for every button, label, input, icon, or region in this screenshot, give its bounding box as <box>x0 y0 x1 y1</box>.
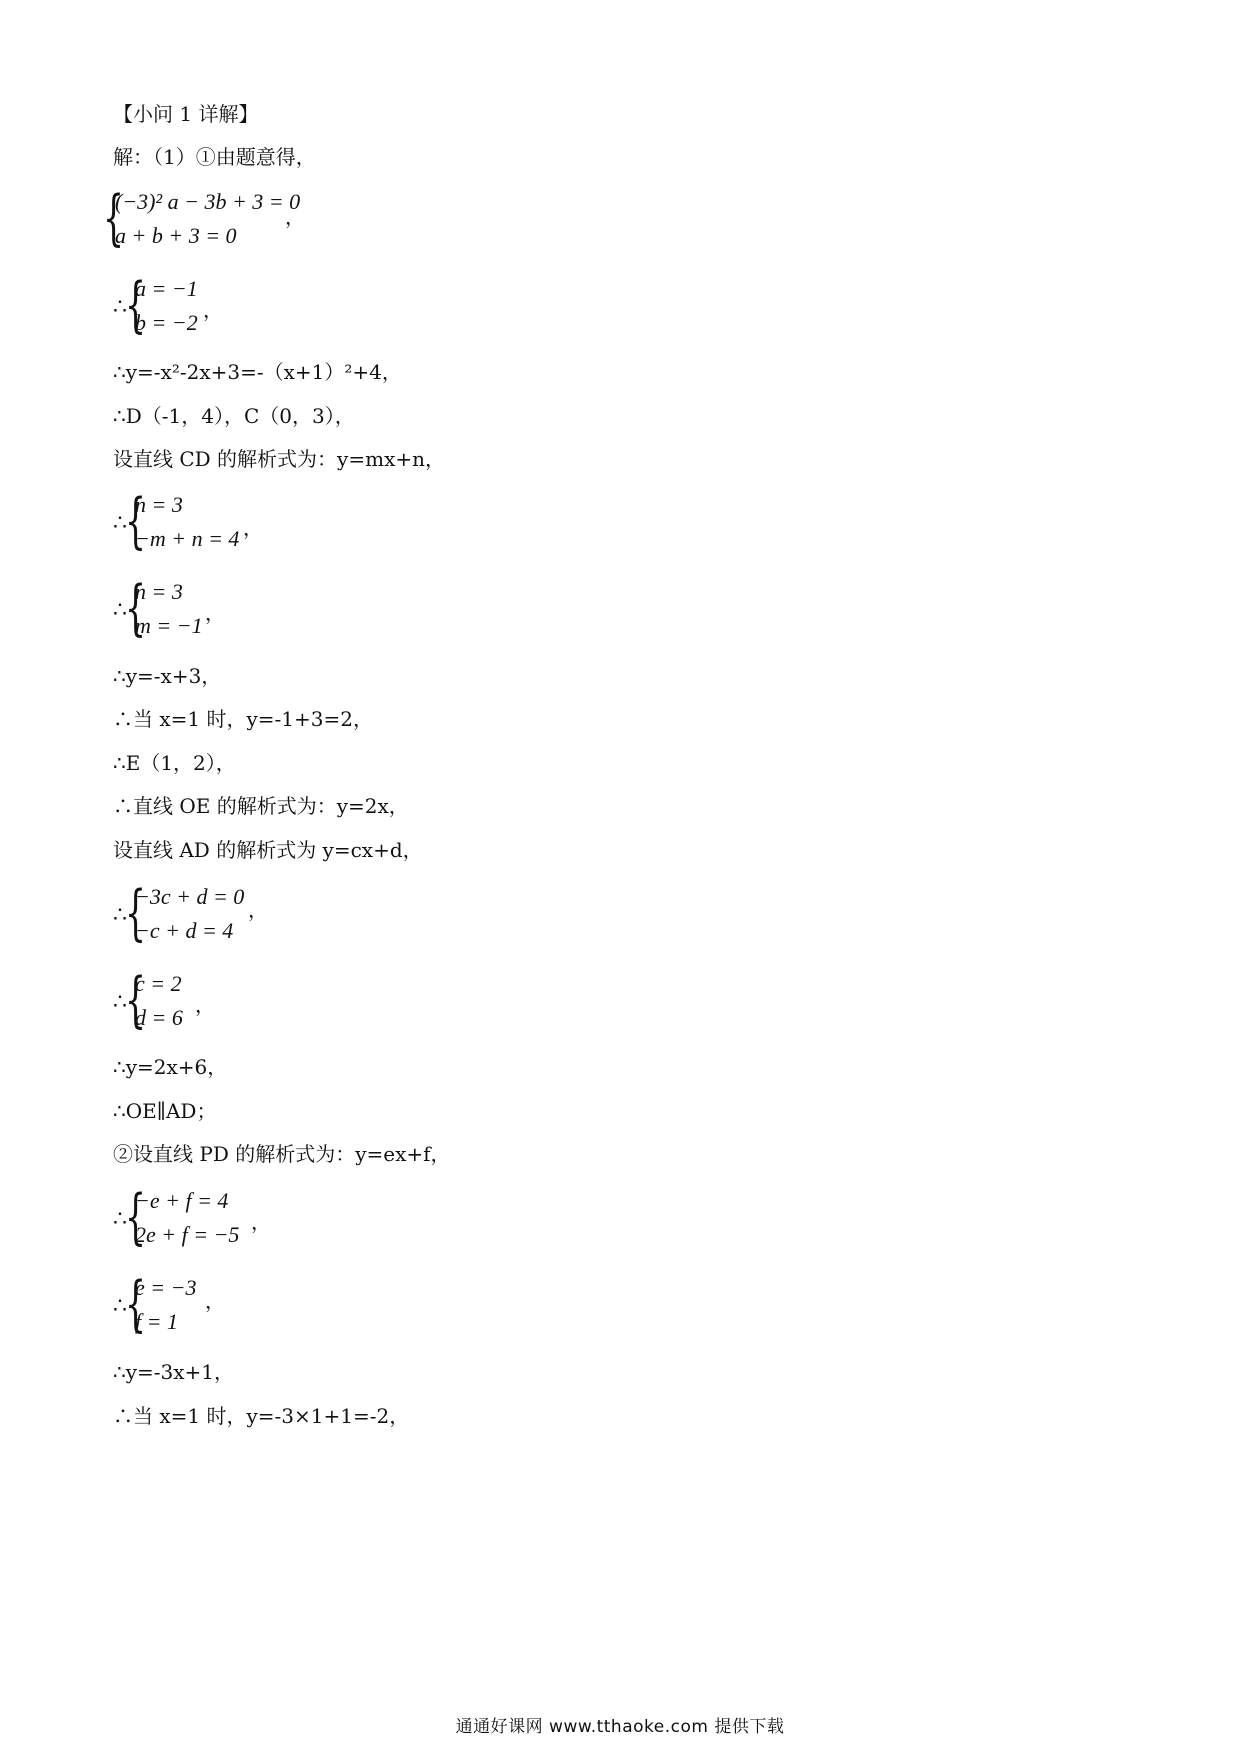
equation-line-9: ∴y=2x+6， <box>113 1055 228 1079</box>
system-6-row-2: d = 6 <box>135 1005 183 1030</box>
therefore-symbol: ∴ <box>113 990 127 1015</box>
system-4-row-2: m = −1 <box>135 613 203 638</box>
equation-line-8: 设直线 AD 的解析式为 y=cx+d， <box>113 838 423 862</box>
equation-line-10: ∴OE∥AD； <box>113 1099 217 1123</box>
system-2-row-1: a = −1 <box>135 276 198 301</box>
left-brace: { <box>103 183 125 253</box>
system-5-row-2: −c + d = 4 <box>135 918 234 943</box>
equation-line-11: ②设直线 PD 的解析式为：y=ex+f， <box>113 1142 451 1166</box>
comma: ， <box>203 298 223 322</box>
comma: ， <box>195 993 215 1017</box>
equation-line-3: 设直线 CD 的解析式为：y=mx+n， <box>113 447 445 471</box>
left-brace: { <box>125 573 147 643</box>
therefore-symbol: ∴ <box>113 1294 127 1319</box>
system-8-row-2: f = 1 <box>135 1309 178 1334</box>
system-3-row-2: −m + n = 4 <box>135 526 240 551</box>
equation-line-4: ∴y=-x+3， <box>113 664 222 688</box>
equation-line-1: ∴y=-x²-2x+3=-（x+1）²+4， <box>113 360 402 384</box>
equation-line-7: ∴直线 OE 的解析式为：y=2x， <box>113 794 409 818</box>
comma: ， <box>205 1289 225 1313</box>
system-1-row-1: (−3)² a − 3b + 3 = 0 <box>115 189 301 214</box>
page-footer: 通通好课网 www.tthaoke.com 提供下载 <box>455 1717 785 1737</box>
left-brace: { <box>125 878 147 948</box>
comma: ， <box>285 205 305 229</box>
left-brace: { <box>125 486 147 556</box>
system-3-row-1: n = 3 <box>135 492 183 517</box>
comma: ， <box>248 898 268 922</box>
system-7-row-1: −e + f = 4 <box>135 1188 229 1213</box>
comma: ， <box>251 1210 271 1234</box>
system-7-row-2: 2e + f = −5 <box>135 1222 240 1247</box>
system-1-row-2: a + b + 3 = 0 <box>115 223 237 248</box>
equation-line-5: ∴当 x=1 时，y=-1+3=2， <box>113 707 373 731</box>
equation-line-13: ∴当 x=1 时，y=-3×1+1=-2， <box>113 1404 410 1428</box>
system-8-row-1: e = −3 <box>135 1275 197 1300</box>
solution-intro: 解：（1）①由题意得， <box>113 145 316 169</box>
comma: ， <box>205 601 225 625</box>
left-brace: { <box>125 1269 147 1339</box>
therefore-symbol: ∴ <box>113 295 127 320</box>
left-brace: { <box>125 270 147 340</box>
therefore-symbol: ∴ <box>113 511 127 536</box>
therefore-symbol: ∴ <box>113 598 127 623</box>
system-5-row-1: −3c + d = 0 <box>135 884 245 909</box>
therefore-symbol: ∴ <box>113 903 127 928</box>
system-2-row-2: b = −2 <box>135 310 198 335</box>
therefore-symbol: ∴ <box>113 1207 127 1232</box>
left-brace: { <box>125 1182 147 1252</box>
equation-line-12: ∴y=-3x+1， <box>113 1360 235 1384</box>
equation-line-6: ∴E（1，2）， <box>113 751 236 775</box>
left-brace: { <box>125 965 147 1035</box>
system-6-row-1: c = 2 <box>135 971 182 996</box>
comma: ， <box>243 516 263 540</box>
equation-line-2: ∴D（-1，4），C（0，3）， <box>113 404 355 428</box>
system-4-row-1: n = 3 <box>135 579 183 604</box>
section-heading: 【小问 1 详解】 <box>113 102 259 126</box>
